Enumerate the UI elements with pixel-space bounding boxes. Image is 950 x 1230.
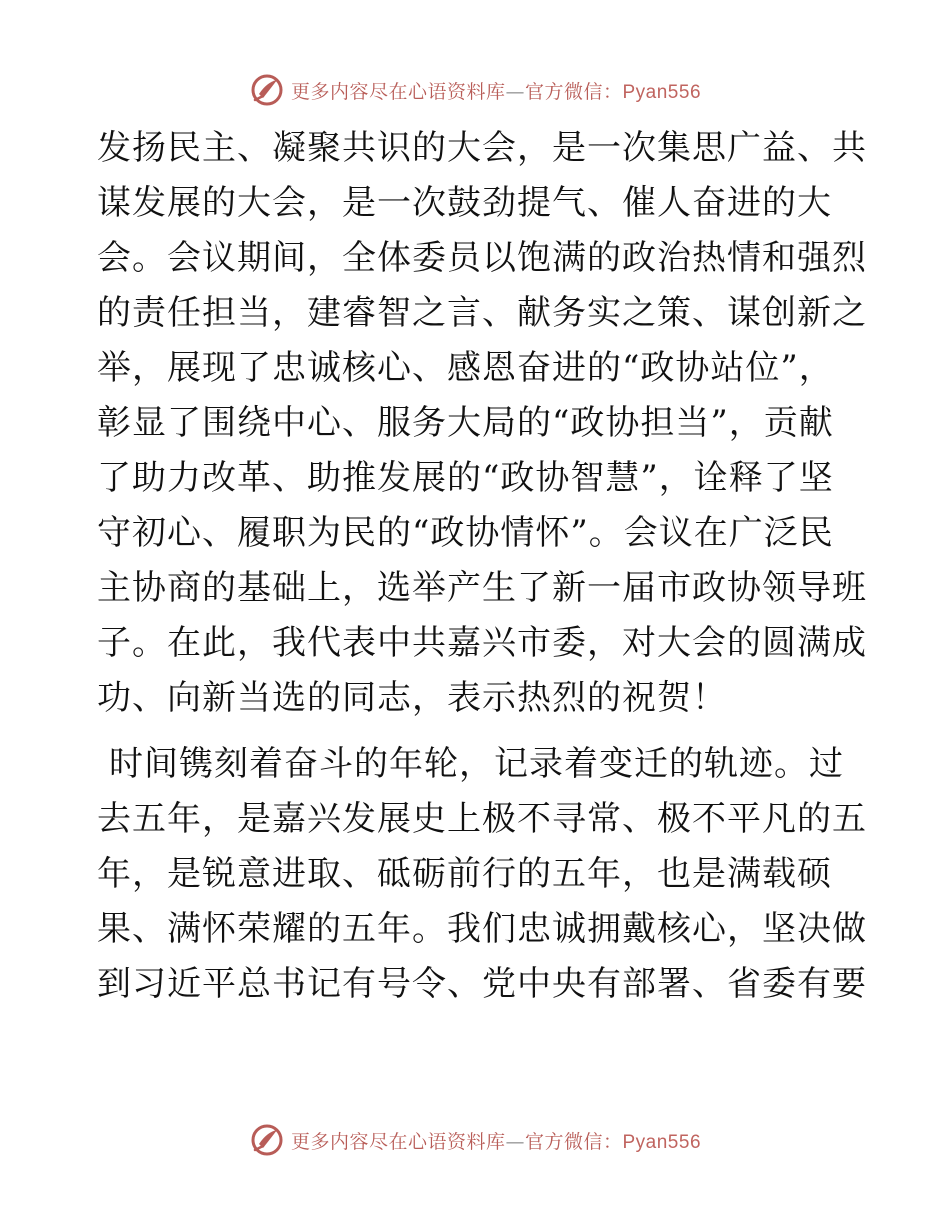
paragraph-1 (97, 121, 867, 726)
text-line: 了助力改革、助推发展的“政协智慧”，诠释了坚 (97, 458, 834, 498)
banner-wechat-id: Pyan556 (622, 1131, 702, 1153)
banner-separator: — (505, 80, 525, 103)
paragraph-spacer (97, 726, 853, 737)
banner-separator: — (505, 1130, 525, 1153)
text-line: 去五年，是嘉兴发展史上极不寻常、极不平凡的五 (97, 799, 867, 839)
text-line: 彰显了围绕中心、服务大局的“政协担当”，贡献 (97, 403, 834, 443)
footer-watermark (0, 1120, 950, 1160)
banner-wechat-label: 官方微信： (524, 80, 623, 103)
pen-logo-icon (249, 1122, 285, 1158)
text-line: 功、向新当选的同志，表示热烈的祝贺！ (97, 678, 727, 718)
text-line: 果、满怀荣耀的五年。我们忠诚拥戴核心，坚决做 (97, 909, 867, 949)
banner-wechat-id: Pyan556 (622, 81, 702, 103)
banner-main-text: 更多内容尽在心语资料库 (290, 80, 506, 103)
banner-text (291, 1127, 701, 1154)
text-line: 的责任担当，建睿智之言、献务实之策、谋创新之 (97, 293, 867, 333)
text-line: 谋发展的大会，是一次鼓劲提气、催人奋进的大 (97, 183, 832, 223)
text-line: 主协商的基础上，选举产生了新一届市政协领导班 (97, 568, 867, 608)
text-line: 时间镌刻着奋斗的年轮，记录着变迁的轨迹。过 (109, 744, 844, 784)
text-line: 发扬民主、凝聚共识的大会，是一次集思广益、共 (97, 128, 867, 168)
text-line: 举，展现了忠诚核心、感恩奋进的“政协站位”， (97, 348, 834, 388)
banner-main-text: 更多内容尽在心语资料库 (290, 1130, 506, 1153)
paragraph-2 (97, 737, 867, 1012)
text-line: 守初心、履职为民的“政协情怀”。会议在广泛民 (97, 513, 834, 553)
text-line: 子。在此，我代表中共嘉兴市委，对大会的圆满成 (97, 623, 867, 663)
document-body (97, 121, 867, 1012)
text-line: 会。会议期间，全体委员以饱满的政治热情和强烈 (97, 238, 867, 278)
header-watermark (0, 70, 950, 110)
text-line: 年，是锐意进取、砥砺前行的五年，也是满载硕 (97, 854, 832, 894)
text-line: 到习近平总书记有号令、党中央有部署、省委有要 (97, 964, 867, 1004)
banner-wechat-label: 官方微信： (524, 1130, 623, 1153)
banner-text (291, 77, 701, 104)
pen-logo-icon (249, 72, 285, 108)
